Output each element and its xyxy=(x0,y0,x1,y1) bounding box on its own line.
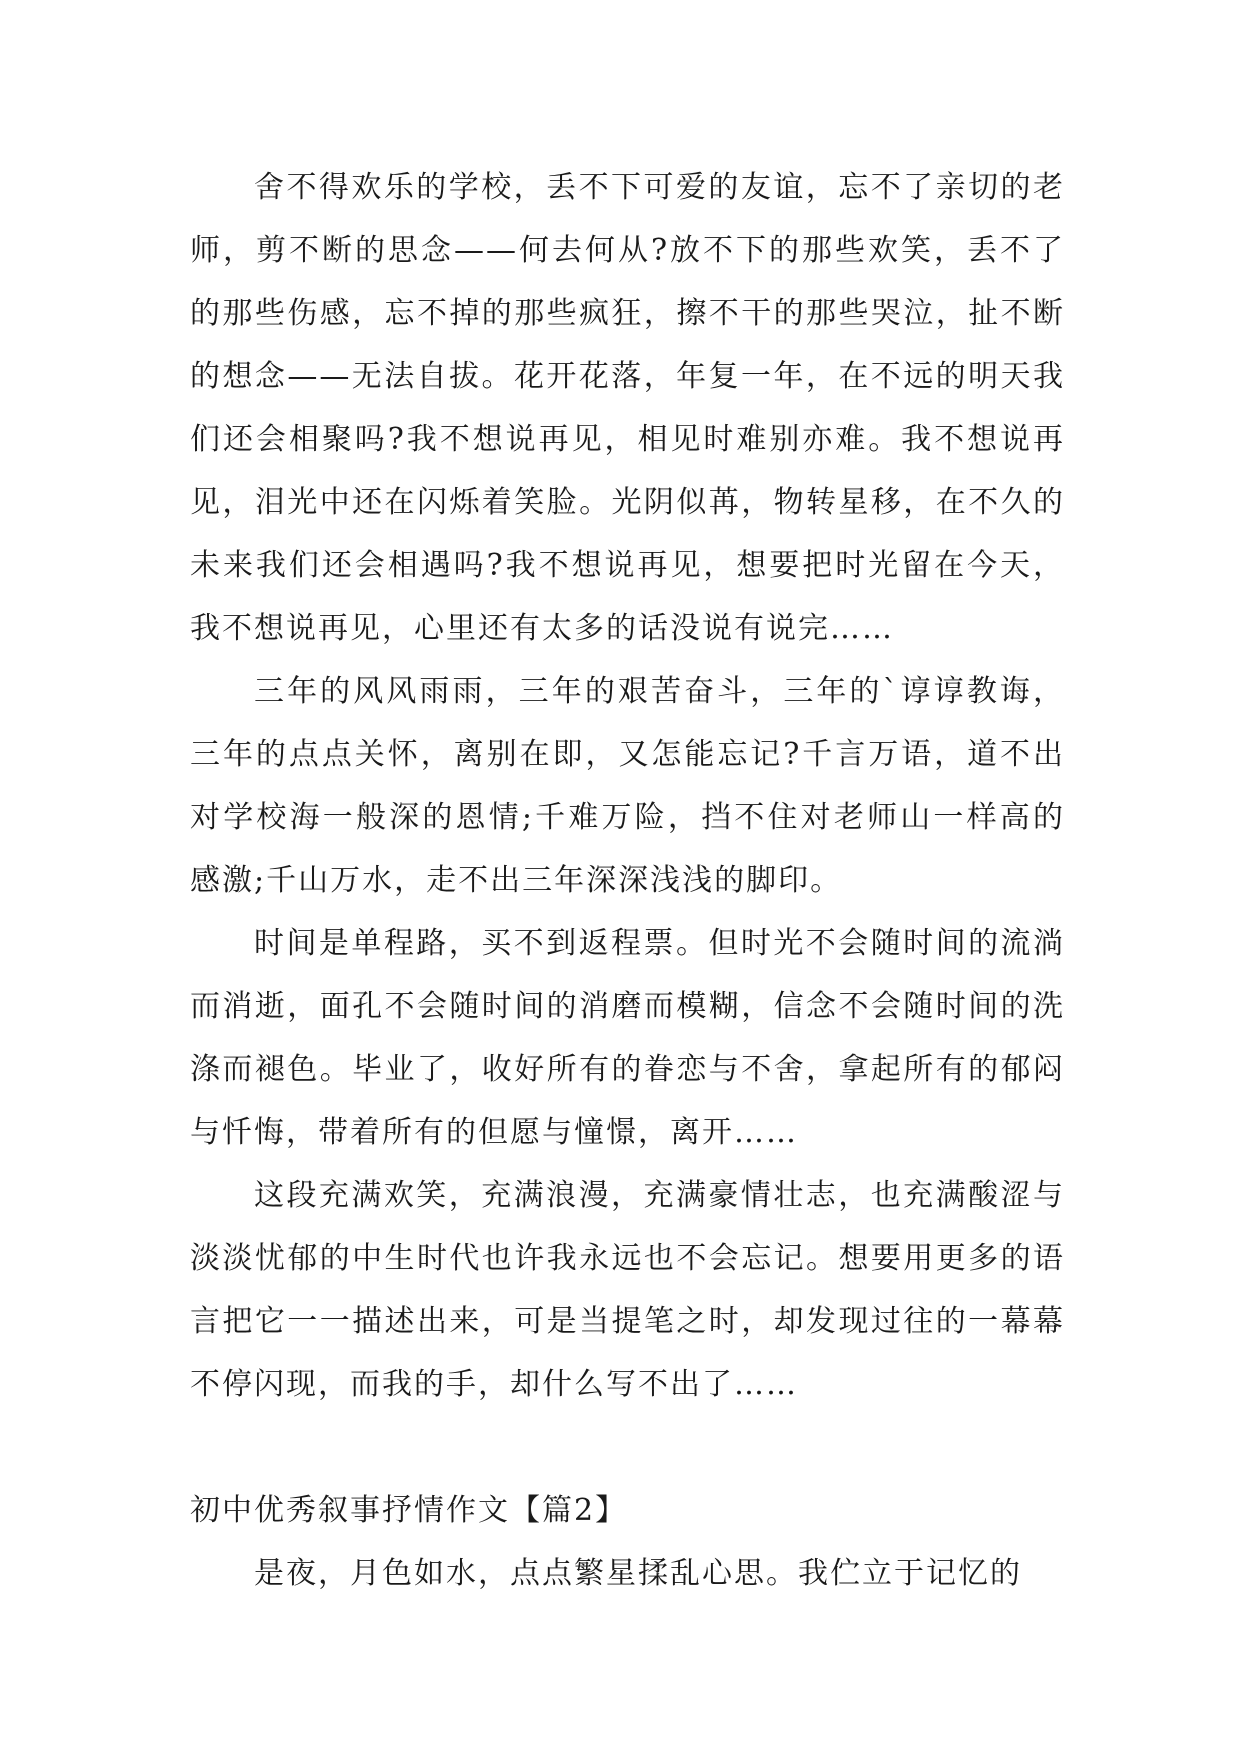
paragraph-5: 是夜，月色如水，点点繁星揉乱心思。我伫立于记忆的 xyxy=(254,1556,1022,1591)
document-body xyxy=(190,156,1065,1605)
section-heading: 初中优秀叙事抒情作文【篇2】 xyxy=(190,1493,628,1528)
paragraph-1: 舍不得欢乐的学校，丢不下可爱的友谊，忘不了亲切的老师，剪不断的思念——何去何从?放不下的那些欢笑，丢不了的那些伤感，忘不掉的那些疯狂，擦不干的那些哭泣，扯不断的想念——无法自拔。花开花落，年复一年，在不远的明天我们还会相聚吗?我不想说再见，相见时难别亦难。我不想说再见，泪光中还在闪烁着笑脸。光阴似苒，物转星移，在不久的未来我们还会相遇吗?我不想说再见，想要把时光留在今天，我不想说再见，心里还有太多的话没说有说完…… xyxy=(190,170,1065,646)
paragraph-3: 时间是单程路，买不到返程票。但时光不会随时间的流淌而消逝，面孔不会随时间的消磨而模糊，信念不会随时间的洗涤而褪色。毕业了，收好所有的眷恋与不舍，拿起所有的郁闷与忏悔，带着所有的但愿与憧憬，离开…… xyxy=(190,926,1065,1150)
paragraph-4: 这段充满欢笑，充满浪漫，充满豪情壮志，也充满酸涩与淡淡忧郁的中生时代也许我永远也不会忘记。想要用更多的语言把它一一描述出来，可是当提笔之时，却发现过往的一幕幕不停闪现，而我的手，却什么写不出了…… xyxy=(190,1178,1065,1402)
paragraph-2: 三年的风风雨雨，三年的艰苦奋斗，三年的`谆谆教诲，三年的点点关怀，离别在即，又怎能忘记?千言万语，道不出对学校海一般深的恩情;千难万险，挡不住对老师山一样高的感激;千山万水，走不出三年深深浅浅的脚印。 xyxy=(190,674,1065,898)
